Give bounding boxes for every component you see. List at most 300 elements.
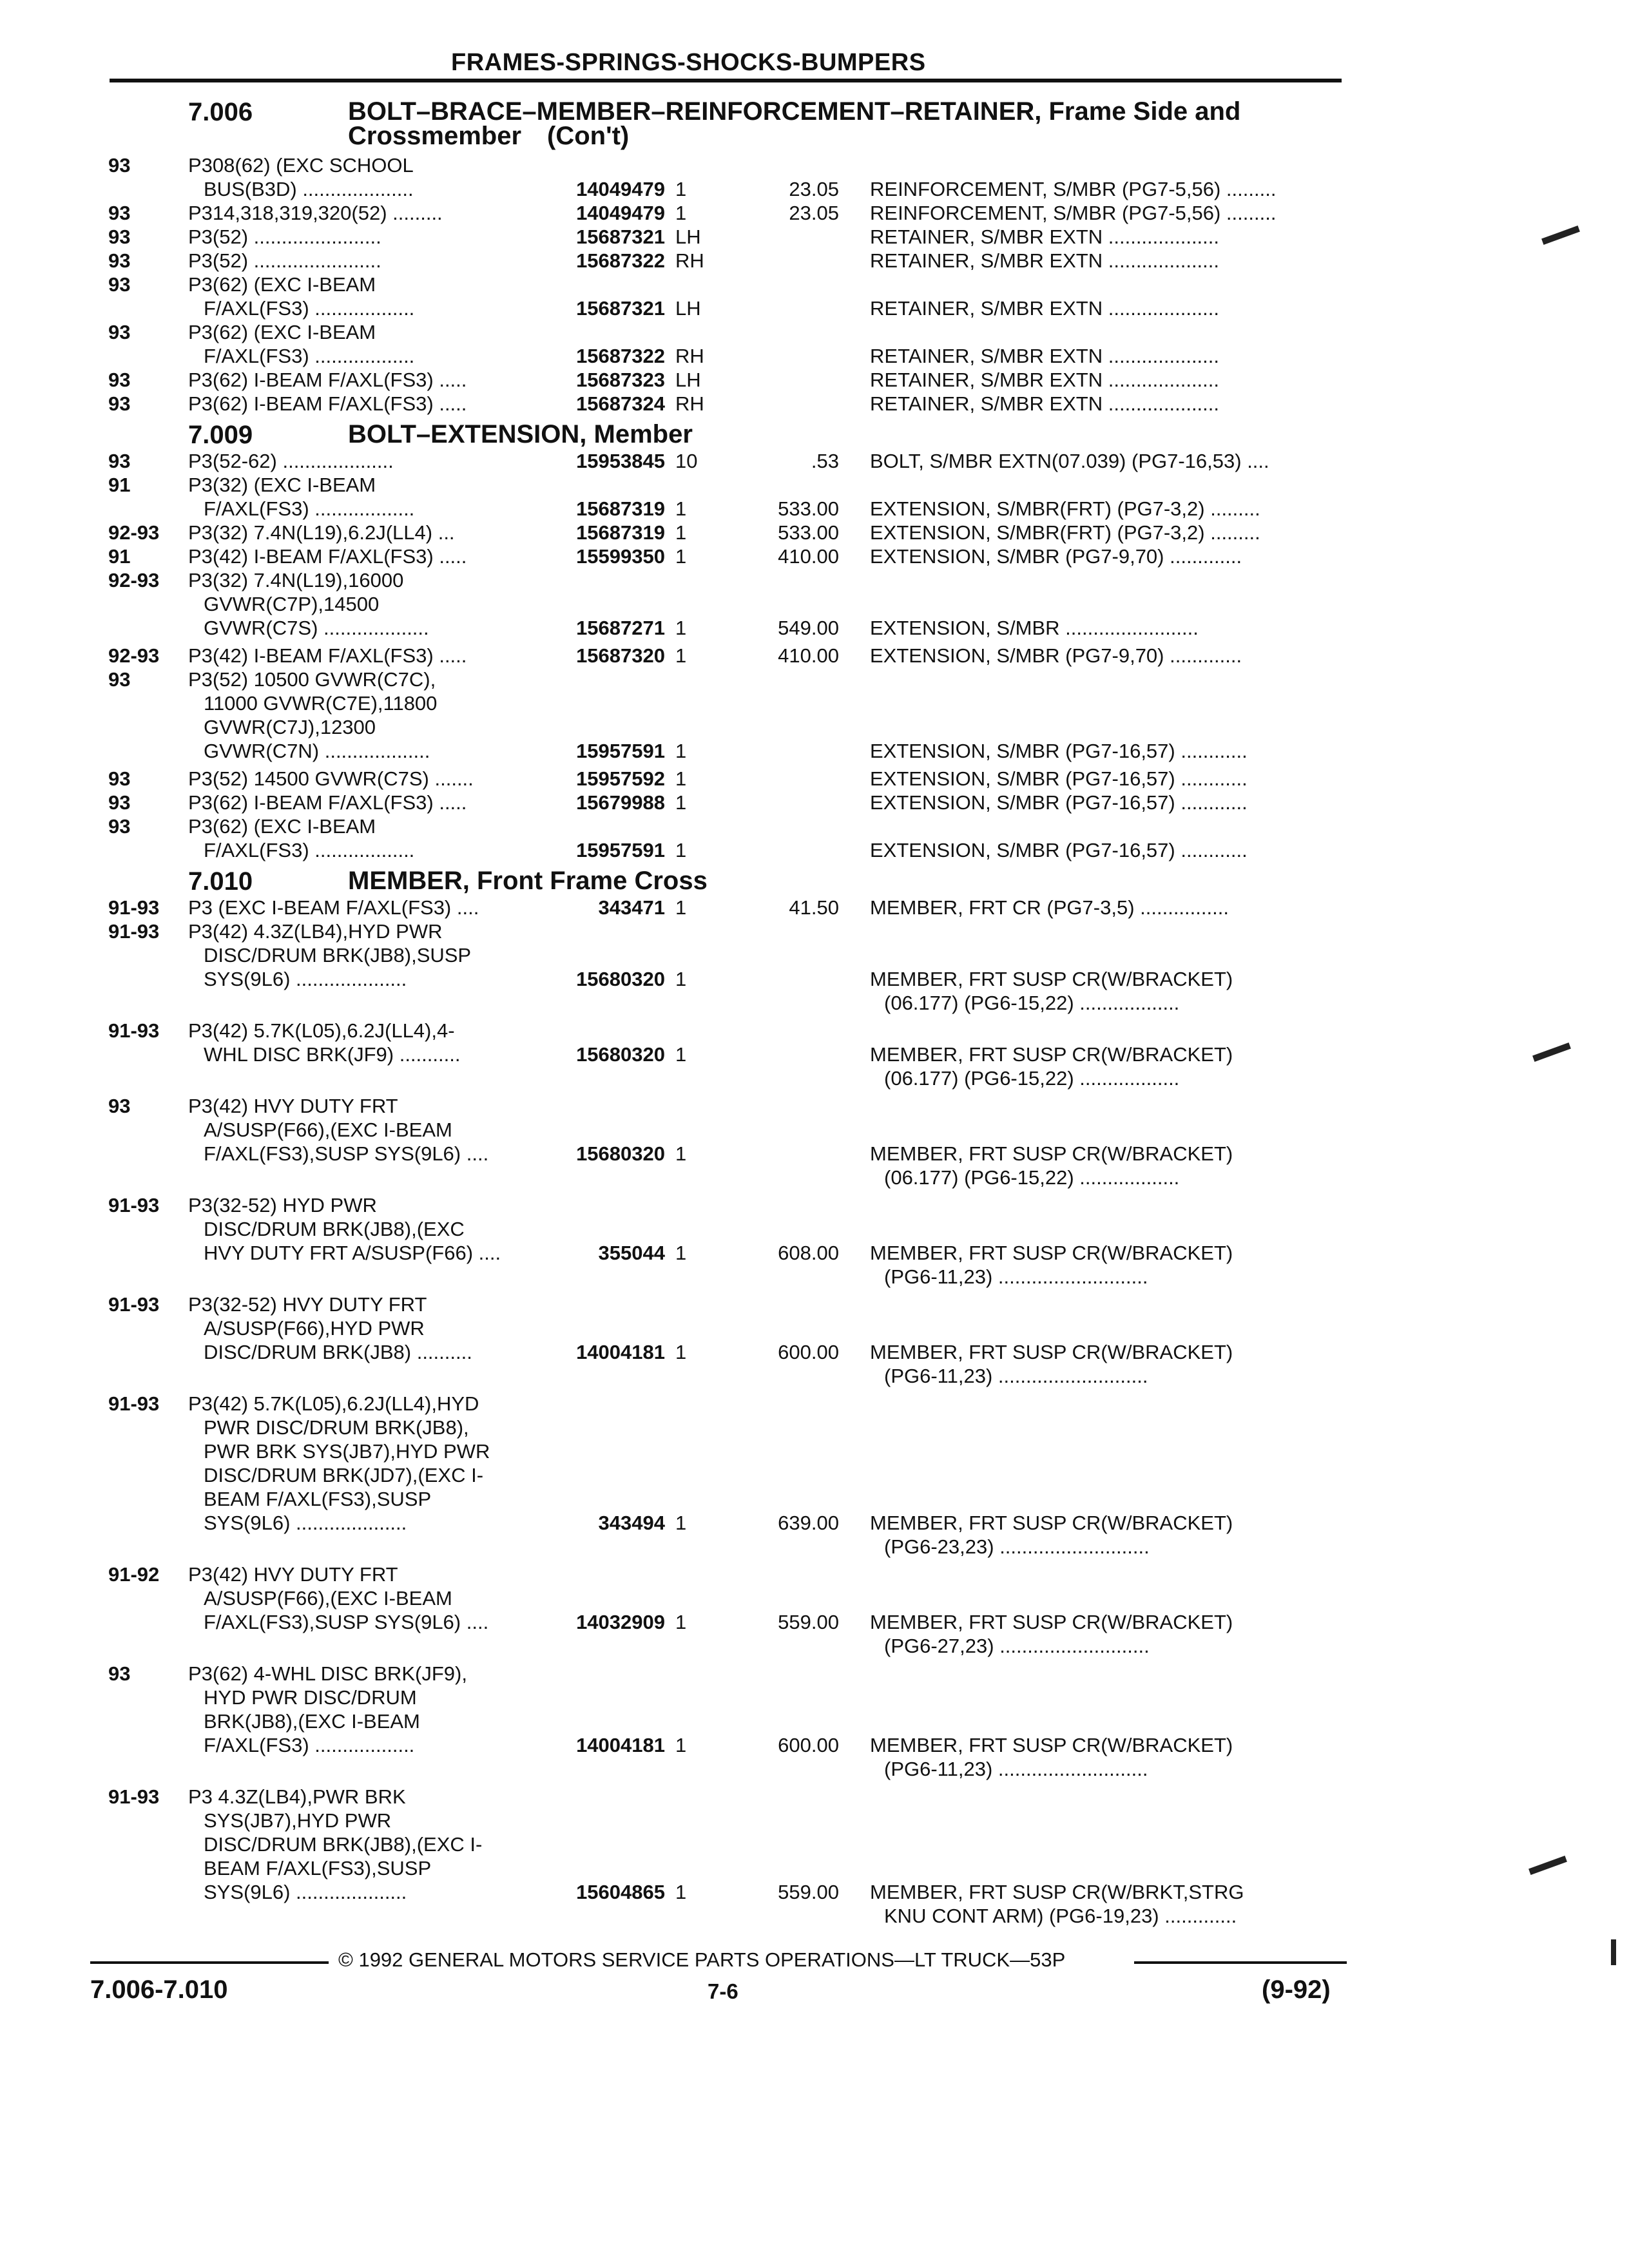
- leader-dots: ....................: [1103, 345, 1220, 367]
- table-row: [0, 1392, 1629, 1559]
- application-description: [188, 814, 549, 838]
- description-text: P3(32) 7.4N(L19),16000: [188, 569, 404, 591]
- leader-dots: ...........................: [994, 1535, 1150, 1558]
- part-number: 14049479: [576, 178, 665, 200]
- application-description: [188, 1785, 549, 1809]
- model-year: 93: [108, 392, 131, 415]
- quantity: 1: [675, 178, 687, 200]
- table-row: [0, 273, 1629, 320]
- application-description: [188, 449, 549, 473]
- quantity: 1: [675, 1734, 687, 1756]
- model-year: 93: [108, 815, 131, 838]
- table-row: [0, 249, 1629, 273]
- application-description: [188, 368, 549, 392]
- application-description: [188, 273, 549, 296]
- part-name-text: RETAINER, S/MBR EXTN: [870, 249, 1103, 272]
- application-description: [188, 1293, 549, 1316]
- description-text: SYS(9L6): [204, 968, 291, 990]
- price: 23.05: [789, 178, 839, 200]
- part-name: [870, 644, 1340, 668]
- table-row: [0, 544, 1629, 568]
- part-name-text: EXTENSION, S/MBR (PG7-9,70): [870, 545, 1164, 568]
- description-text: HVY DUTY FRT A/SUSP(F66): [204, 1242, 474, 1264]
- part-number: 15687321: [576, 226, 665, 248]
- application-description: [204, 739, 564, 763]
- section-title-line: MEMBER, Front Frame Cross: [348, 867, 708, 895]
- table-row: [0, 1019, 1629, 1090]
- model-year: 91-93: [108, 896, 160, 919]
- model-year: 91-93: [108, 1293, 160, 1316]
- price: 559.00: [778, 1881, 839, 1903]
- application-description: [204, 592, 564, 616]
- price: 410.00: [778, 644, 839, 667]
- model-year: 93: [108, 321, 131, 343]
- section-number: 7.009: [188, 421, 253, 449]
- description-text: P3(42) HVY DUTY FRT: [188, 1563, 398, 1586]
- leader-dots: .....: [433, 369, 467, 391]
- description-text: P3(62) I-BEAM F/AXL(FS3): [188, 791, 434, 814]
- model-year: 93: [108, 249, 131, 272]
- leader-dots: ...........................: [992, 1758, 1148, 1780]
- part-name-text: (06.177) (PG6-15,22): [884, 992, 1074, 1014]
- table-row: [0, 225, 1629, 249]
- leader-dots: ....................: [1103, 226, 1220, 248]
- application-description: [204, 1709, 564, 1733]
- description-text: F/AXL(FS3): [204, 839, 309, 861]
- table-row: [0, 201, 1629, 225]
- description-text: 11000 GVWR(C7E),11800: [204, 692, 438, 715]
- part-number: 15604865: [576, 1881, 665, 1903]
- section-title: [348, 99, 1353, 148]
- table-row: [0, 896, 1629, 919]
- application-description: [204, 1241, 564, 1265]
- quantity: 1: [675, 521, 687, 544]
- quantity: 1: [675, 839, 687, 861]
- part-name-text: MEMBER, FRT SUSP CR(W/BRKT,STRG: [870, 1881, 1244, 1903]
- application-description: [188, 919, 549, 943]
- part-name: [870, 177, 1340, 201]
- application-description: [204, 1610, 564, 1634]
- quantity: 1: [675, 767, 687, 790]
- quantity: 1: [675, 968, 687, 990]
- part-name: [884, 1364, 1354, 1388]
- description-text: P3(52) 10500 GVWR(C7C),: [188, 668, 436, 691]
- leader-dots: .............: [1164, 644, 1242, 667]
- application-description: [188, 201, 549, 225]
- part-name-text: MEMBER, FRT SUSP CR(W/BRACKET): [870, 1611, 1233, 1633]
- application-description: [204, 344, 564, 368]
- quantity: RH: [675, 392, 704, 415]
- margin-mark: [1611, 1939, 1616, 1965]
- part-name: [870, 1511, 1340, 1535]
- model-year: 91: [108, 474, 131, 496]
- description-text: P3(52): [188, 249, 249, 272]
- model-year: 91-93: [108, 1194, 160, 1216]
- table-row: [0, 814, 1629, 862]
- leader-dots: .........: [387, 202, 443, 224]
- description-text: A/SUSP(F66),(EXC I-BEAM: [204, 1119, 452, 1141]
- leader-dots: ........................: [1059, 617, 1199, 639]
- part-number: 15957591: [576, 740, 665, 762]
- application-description: [188, 1019, 549, 1043]
- part-name-text: MEMBER, FRT SUSP CR(W/BRACKET): [870, 1341, 1233, 1363]
- part-name: [884, 1066, 1354, 1090]
- application-description: [204, 1142, 564, 1166]
- application-description: [204, 616, 564, 640]
- model-year: 93: [108, 1095, 131, 1117]
- model-year: 91: [108, 545, 131, 568]
- part-name-text: EXTENSION, S/MBR(FRT) (PG7-3,2): [870, 521, 1205, 544]
- leader-dots: ....................: [1103, 297, 1220, 320]
- part-name: [870, 1880, 1340, 1904]
- leader-dots: ..................: [309, 1734, 415, 1756]
- part-name-text: RETAINER, S/MBR EXTN: [870, 392, 1103, 415]
- price: 559.00: [778, 1611, 839, 1633]
- part-name: [870, 344, 1340, 368]
- part-name-text: EXTENSION, S/MBR (PG7-16,57): [870, 767, 1175, 790]
- leader-dots: ...................: [318, 617, 429, 639]
- part-name: [870, 497, 1340, 521]
- leader-dots: ...........................: [994, 1635, 1150, 1657]
- price: .53: [811, 450, 839, 472]
- price: 533.00: [778, 521, 839, 544]
- part-name: [884, 1634, 1354, 1658]
- leader-dots: ....................: [276, 450, 394, 472]
- footer-section-range: 7.006-7.010: [90, 1975, 228, 2004]
- part-name: [870, 296, 1340, 320]
- table-row: [0, 1785, 1629, 1928]
- price: 600.00: [778, 1341, 839, 1363]
- part-number: 14004181: [576, 1734, 665, 1756]
- application-description: [204, 1586, 564, 1610]
- description-text: SYS(9L6): [204, 1881, 291, 1903]
- description-text: DISC/DRUM BRK(JD7),(EXC I-: [204, 1464, 484, 1486]
- part-name: [884, 1265, 1354, 1289]
- part-number: 15687320: [576, 644, 665, 667]
- application-description: [204, 1686, 564, 1709]
- part-name-text: BOLT, S/MBR EXTN(07.039) (PG7-16,53): [870, 450, 1242, 472]
- part-number: 15680320: [576, 968, 665, 990]
- part-number: 14004181: [576, 1341, 665, 1363]
- leader-dots: .........: [1220, 202, 1277, 224]
- part-number: 343471: [598, 896, 665, 919]
- part-name-text: (PG6-27,23): [884, 1635, 994, 1657]
- quantity: LH: [675, 297, 701, 320]
- part-name-text: MEMBER, FRT SUSP CR(W/BRACKET): [870, 1242, 1233, 1264]
- description-text: P314,318,319,320(52): [188, 202, 387, 224]
- quantity: 1: [675, 896, 687, 919]
- page-header-title: FRAMES-SPRINGS-SHOCKS-BUMPERS: [451, 49, 926, 76]
- application-description: [204, 1880, 564, 1904]
- description-text: P3(32-52) HVY DUTY FRT: [188, 1293, 427, 1316]
- application-description: [204, 1832, 564, 1856]
- quantity: 1: [675, 740, 687, 762]
- part-name-text: (06.177) (PG6-15,22): [884, 1067, 1074, 1090]
- part-number: 15687324: [576, 392, 665, 415]
- leader-dots: ....: [461, 1611, 489, 1633]
- part-number: 15687323: [576, 369, 665, 391]
- price: 600.00: [778, 1734, 839, 1756]
- model-year: 91-92: [108, 1563, 160, 1586]
- application-description: [188, 568, 549, 592]
- application-description: [188, 1094, 549, 1118]
- application-description: [204, 715, 564, 739]
- part-name-text: (PG6-11,23): [884, 1365, 993, 1387]
- price: 533.00: [778, 497, 839, 520]
- part-name: [884, 1904, 1354, 1928]
- part-number: 15679988: [576, 791, 665, 814]
- quantity: 1: [675, 497, 687, 520]
- table-row: [0, 919, 1629, 1015]
- section-title-line: Crossmember: [348, 122, 522, 150]
- table-row: [0, 473, 1629, 521]
- quantity: LH: [675, 226, 701, 248]
- part-name: [870, 368, 1340, 392]
- table-row: [0, 1293, 1629, 1388]
- part-name-text: EXTENSION, S/MBR(FRT) (PG7-3,2): [870, 497, 1205, 520]
- leader-dots: .......................: [248, 226, 381, 248]
- part-number: 15687319: [576, 497, 665, 520]
- application-description: [204, 497, 564, 521]
- application-description: [188, 644, 549, 668]
- description-text: P3(62) I-BEAM F/AXL(FS3): [188, 369, 434, 391]
- part-number: 15687322: [576, 249, 665, 272]
- section-title-line: BOLT–EXTENSION, Member: [348, 420, 693, 448]
- part-name-text: EXTENSION, S/MBR (PG7-9,70): [870, 644, 1164, 667]
- description-text: DISC/DRUM BRK(JB8): [204, 1341, 412, 1363]
- description-text: F/AXL(FS3): [204, 345, 309, 367]
- part-number: 15687271: [576, 617, 665, 639]
- price: 41.50: [789, 896, 839, 919]
- leader-dots: .............: [1164, 545, 1242, 568]
- part-name-text: EXTENSION, S/MBR (PG7-16,57): [870, 791, 1175, 814]
- quantity: RH: [675, 345, 704, 367]
- part-number: 15599350: [576, 545, 665, 568]
- description-text: P3(42) 4.3Z(LB4),HYD PWR: [188, 920, 443, 943]
- part-name: [870, 544, 1340, 568]
- leader-dots: ....................: [1103, 392, 1220, 415]
- table-row: [0, 767, 1629, 791]
- description-text: P3(42) I-BEAM F/AXL(FS3): [188, 545, 434, 568]
- leader-dots: ..................: [309, 497, 415, 520]
- leader-dots: ............: [1175, 839, 1248, 861]
- application-description: [188, 767, 549, 791]
- quantity: 10: [675, 450, 698, 472]
- part-name: [870, 767, 1340, 791]
- leader-dots: .........: [1204, 497, 1260, 520]
- description-text: PWR BRK SYS(JB7),HYD PWR: [204, 1440, 490, 1463]
- part-name-text: MEMBER, FRT SUSP CR(W/BRACKET): [870, 1512, 1233, 1534]
- leader-dots: ...........................: [992, 1365, 1148, 1387]
- leader-dots: ..................: [309, 839, 415, 861]
- description-text: P3(32-52) HYD PWR: [188, 1194, 377, 1216]
- leader-dots: ..................: [309, 297, 415, 320]
- table-row: [0, 791, 1629, 814]
- footer-copyright: © 1992 GENERAL MOTORS SERVICE PARTS OPERATIONS—LT TRUCK—53P: [338, 1948, 1066, 1971]
- part-name-text: RETAINER, S/MBR EXTN: [870, 226, 1103, 248]
- description-text: F/AXL(FS3),SUSP SYS(9L6): [204, 1142, 461, 1165]
- part-name: [870, 1142, 1340, 1166]
- description-text: P3(32) 7.4N(L19),6.2J(LL4): [188, 521, 433, 544]
- part-name-text: (PG6-11,23): [884, 1758, 993, 1780]
- application-description: [204, 1340, 564, 1364]
- leader-dots: ....: [473, 1242, 501, 1264]
- application-description: [188, 1193, 549, 1217]
- part-name: [870, 521, 1340, 544]
- leader-dots: .......: [429, 767, 474, 790]
- description-text: BEAM F/AXL(FS3),SUSP: [204, 1488, 432, 1510]
- leader-dots: .....: [433, 545, 467, 568]
- part-name-text: MEMBER, FRT SUSP CR(W/BRACKET): [870, 1043, 1233, 1066]
- leader-dots: ....: [461, 1142, 489, 1165]
- section-title-line: BOLT–BRACE–MEMBER–REINFORCEMENT–RETAINER, Frame Side and: [348, 97, 1241, 126]
- description-text: DISC/DRUM BRK(JB8),(EXC: [204, 1218, 465, 1240]
- header-rule: [110, 79, 1342, 82]
- table-row: [0, 320, 1629, 368]
- part-name-text: MEMBER, FRT CR (PG7-3,5): [870, 896, 1135, 919]
- quantity: 1: [675, 1611, 687, 1633]
- description-text: P3(42) HVY DUTY FRT: [188, 1095, 398, 1117]
- application-description: [204, 1733, 564, 1757]
- leader-dots: .....: [433, 791, 467, 814]
- description-text: BUS(B3D): [204, 178, 297, 200]
- leader-dots: ....................: [290, 1881, 407, 1903]
- part-number: 343494: [598, 1512, 665, 1534]
- table-row: [0, 1662, 1629, 1781]
- description-text: DISC/DRUM BRK(JB8),(EXC I-: [204, 1833, 483, 1856]
- model-year: 92-93: [108, 569, 160, 591]
- part-name: [884, 1535, 1354, 1559]
- leader-dots: .....: [433, 392, 467, 415]
- application-description: [188, 153, 549, 177]
- application-description: [204, 1043, 564, 1066]
- model-year: 93: [108, 1662, 131, 1685]
- application-description: [204, 177, 564, 201]
- application-description: [204, 1856, 564, 1880]
- leader-dots: ..................: [1074, 992, 1180, 1014]
- table-row: [0, 644, 1629, 668]
- description-text: P3 4.3Z(LB4),PWR BRK: [188, 1785, 406, 1808]
- leader-dots: .........: [1204, 521, 1260, 544]
- part-number: 15687319: [576, 521, 665, 544]
- description-text: PWR DISC/DRUM BRK(JB8),: [204, 1416, 469, 1439]
- model-year: 93: [108, 450, 131, 472]
- description-text: GVWR(C7S): [204, 617, 318, 639]
- leader-dots: ....................: [296, 178, 414, 200]
- part-name: [870, 896, 1340, 919]
- description-text: BRK(JB8),(EXC I-BEAM: [204, 1710, 420, 1733]
- application-description: [188, 473, 549, 497]
- part-name-text: REINFORCEMENT, S/MBR (PG7-5,56): [870, 202, 1221, 224]
- model-year: 93: [108, 273, 131, 296]
- model-year: 93: [108, 369, 131, 391]
- leader-dots: ....................: [290, 1512, 407, 1534]
- footer-date: (9-92): [1262, 1975, 1331, 2004]
- part-name-text: MEMBER, FRT SUSP CR(W/BRACKET): [870, 1734, 1233, 1756]
- table-row: [0, 1193, 1629, 1289]
- leader-dots: ....: [1241, 450, 1269, 472]
- quantity: RH: [675, 249, 704, 272]
- description-text: P3(62) I-BEAM F/AXL(FS3): [188, 392, 434, 415]
- description-text: P3(42) 5.7K(L05),6.2J(LL4),4-: [188, 1019, 455, 1042]
- part-name-text: EXTENSION, S/MBR (PG7-16,57): [870, 839, 1175, 861]
- part-number: 15687322: [576, 345, 665, 367]
- part-name-text: RETAINER, S/MBR EXTN: [870, 369, 1103, 391]
- application-description: [188, 521, 549, 544]
- application-description: [188, 225, 549, 249]
- section-number: 7.010: [188, 867, 253, 896]
- part-number: 14049479: [576, 202, 665, 224]
- application-description: [188, 320, 549, 344]
- model-year: 93: [108, 202, 131, 224]
- description-text: P3(52): [188, 226, 249, 248]
- part-number: 15957591: [576, 839, 665, 861]
- part-number: 15680320: [576, 1142, 665, 1165]
- application-description: [188, 1392, 549, 1416]
- application-description: [204, 1316, 564, 1340]
- description-text: BEAM F/AXL(FS3),SUSP: [204, 1857, 432, 1879]
- leader-dots: .......................: [248, 249, 381, 272]
- description-text: P3(62) 4-WHL DISC BRK(JF9),: [188, 1662, 467, 1685]
- price: 549.00: [778, 617, 839, 639]
- application-description: [204, 296, 564, 320]
- application-description: [204, 1118, 564, 1142]
- leader-dots: ....................: [290, 968, 407, 990]
- application-description: [188, 791, 549, 814]
- part-number: 14032909: [576, 1611, 665, 1633]
- model-year: 93: [108, 154, 131, 177]
- leader-dots: ....................: [1103, 249, 1220, 272]
- table-row: [0, 153, 1629, 201]
- part-name-text: MEMBER, FRT SUSP CR(W/BRACKET): [870, 1142, 1233, 1165]
- model-year: 93: [108, 226, 131, 248]
- part-name: [870, 1340, 1340, 1364]
- application-description: [204, 1487, 564, 1511]
- quantity: 1: [675, 617, 687, 639]
- part-name: [884, 1166, 1354, 1189]
- quantity: 1: [675, 791, 687, 814]
- model-year: 92-93: [108, 521, 160, 544]
- table-row: [0, 1094, 1629, 1189]
- leader-dots: .....: [433, 644, 467, 667]
- description-text: P3(42) 5.7K(L05),6.2J(LL4),HYD: [188, 1392, 479, 1415]
- table-row: [0, 392, 1629, 416]
- description-text: P308(62) (EXC SCHOOL: [188, 154, 414, 177]
- leader-dots: ................: [1134, 896, 1229, 919]
- leader-dots: ............: [1175, 767, 1248, 790]
- part-name: [870, 739, 1340, 763]
- description-text: A/SUSP(F66),HYD PWR: [204, 1317, 425, 1340]
- model-year: 93: [108, 767, 131, 790]
- description-text: P3(62) (EXC I-BEAM: [188, 815, 376, 838]
- leader-dots: ....................: [1103, 369, 1220, 391]
- application-description: [204, 1463, 564, 1487]
- model-year: 91-93: [108, 1019, 160, 1042]
- application-description: [204, 1809, 564, 1832]
- description-text: SYS(9L6): [204, 1512, 291, 1534]
- description-text: HYD PWR DISC/DRUM: [204, 1686, 417, 1709]
- leader-dots: ...........................: [992, 1265, 1148, 1288]
- quantity: LH: [675, 369, 701, 391]
- section-number: 7.006: [188, 98, 253, 126]
- footer-page-number: 7-6: [708, 1979, 738, 2003]
- footer-rule-left: [90, 1961, 329, 1964]
- part-name: [870, 838, 1340, 862]
- leader-dots: ...: [432, 521, 455, 544]
- application-description: [204, 691, 564, 715]
- part-number: 15957592: [576, 767, 665, 790]
- model-year: 93: [108, 668, 131, 691]
